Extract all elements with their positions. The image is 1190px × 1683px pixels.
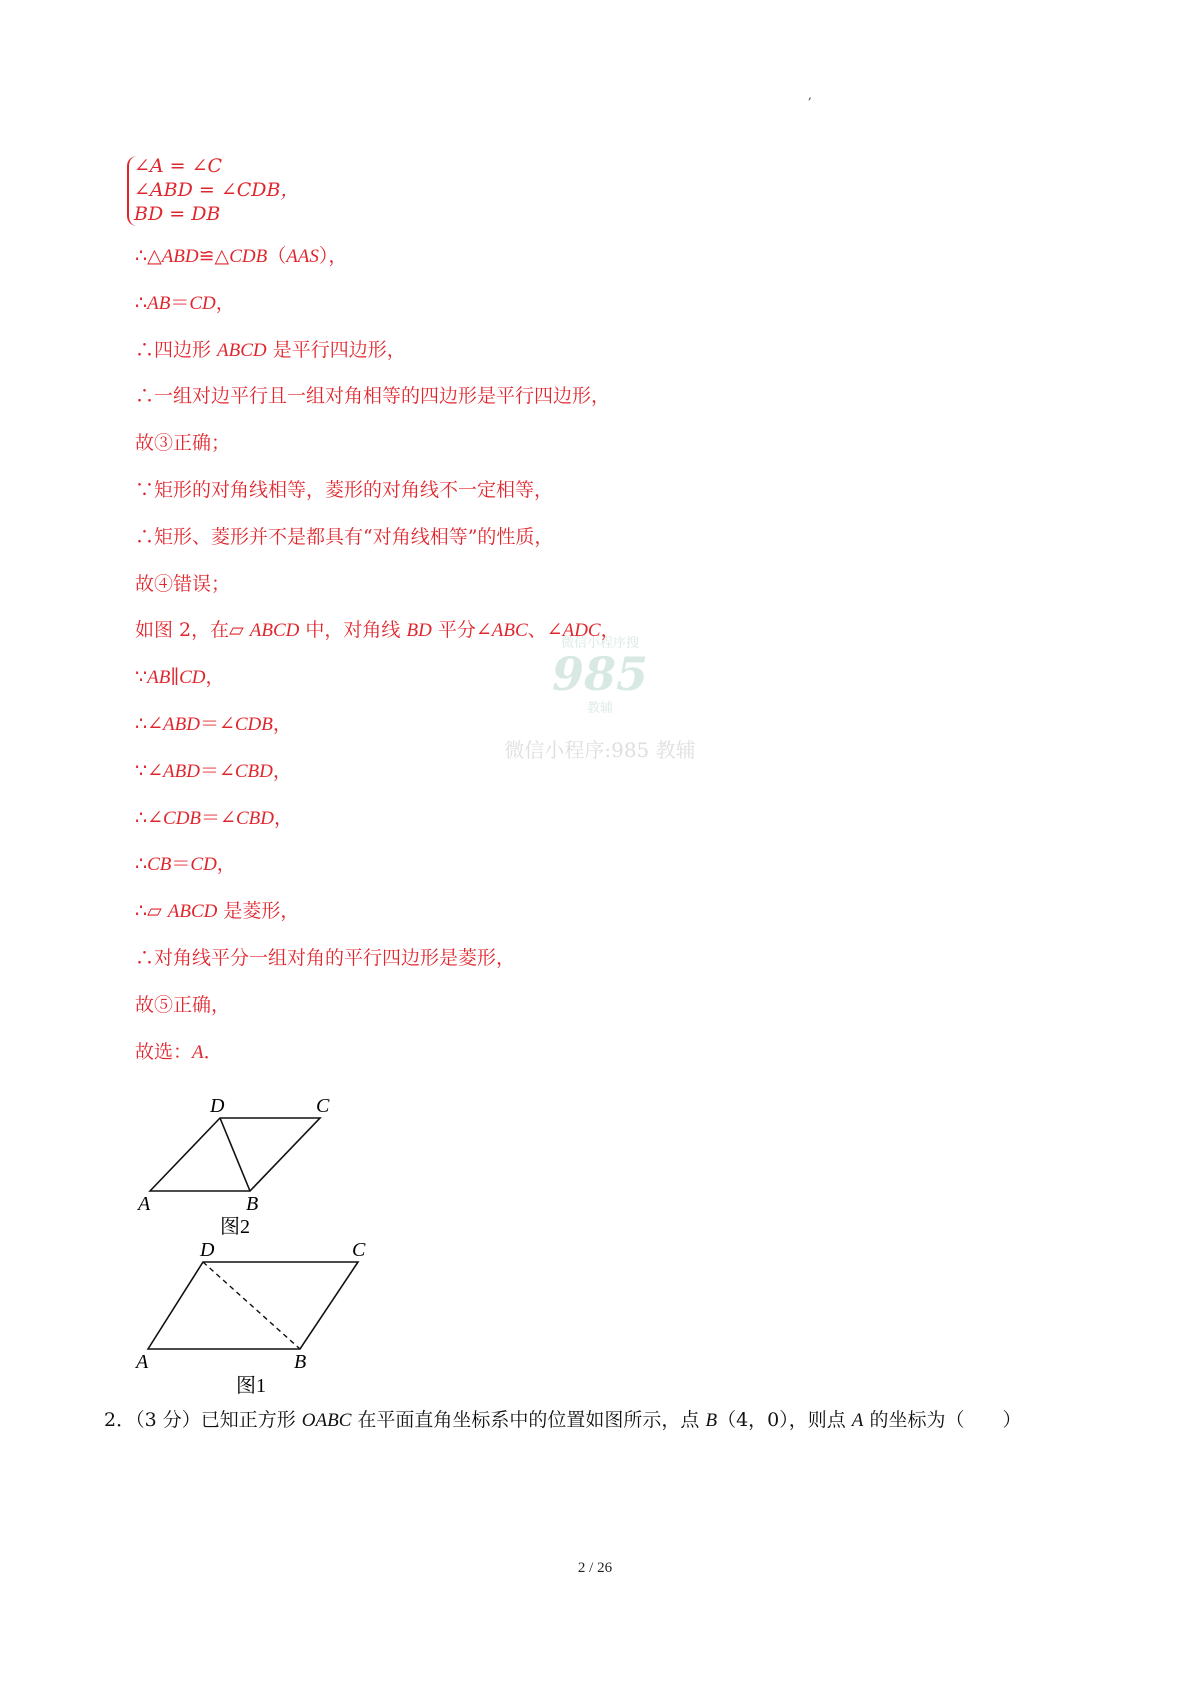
solution-line [135,431,620,478]
text-segment: ∴∠ [135,806,164,829]
solution-line [135,852,620,899]
solution-lines [135,244,620,1086]
label-c: C [316,1098,330,1117]
text-segment: 2．（3 分）已知正方形 [104,1409,302,1431]
label-a: A [138,1193,151,1215]
text-segment: 平分∠ [431,619,492,642]
text-segment: ∴四边形 [135,338,218,361]
text-segment: ＝∠ [199,712,235,735]
math-variable: A [192,1041,204,1063]
text-segment: 如图 2，在▱ [135,619,250,642]
math-variable: A [851,1410,864,1431]
math-variable: AB [147,667,171,689]
text-segment: ）， [318,245,348,267]
solution-line [135,338,620,385]
math-variable: ABD [163,713,200,735]
math-variable: OABC [301,1410,352,1431]
text-segment: ∴ [135,853,148,876]
solution-line [135,618,620,665]
label-b: B [294,1351,307,1373]
math-variable: B [705,1410,718,1431]
math-variable: ABCD [249,620,300,642]
equation-line: BD = DB [134,203,221,225]
solution-line [135,478,620,525]
text-segment: （ [267,245,287,267]
text-segment: ＝ [171,853,191,876]
math-variable: CD [189,292,216,314]
text-segment: ， [273,806,293,829]
solution-line [135,946,620,993]
text-segment: ， [215,291,235,314]
text-segment: ∵矩形的对角线相等，菱形的对角线不一定相等， [135,478,554,501]
math-variable: AAS [286,246,319,267]
watermark-bottom: 微信小程序:985 教辅 [504,738,696,762]
solution-line [135,244,620,291]
figure-1 [130,1242,380,1402]
text-segment: 在平面直角坐标系中的位置如图所示，点 [351,1409,706,1431]
figure-caption: 图1 [236,1375,266,1397]
text-segment: 是平行四边形， [266,338,406,361]
text-segment: ∴矩形、菱形并不是都具有“对角线相等”的性质， [135,525,554,548]
solution-line [135,525,620,572]
text-segment: ∴对角线平分一组对角的平行四边形是菱形， [135,946,516,969]
text-segment: ∴▱ [135,900,168,923]
question-2 [104,1405,1021,1432]
figure-2 [130,1098,360,1238]
solution-line [135,806,620,853]
solution-line [135,993,620,1040]
solution-line [135,291,620,338]
solution-line [135,572,620,619]
math-variable: ABD [161,246,199,267]
text-segment: 故选： [135,1040,193,1063]
equation-system [134,154,300,226]
math-variable: CD [190,854,217,876]
label-d: D [200,1242,215,1261]
watermark-number: 985 [551,647,649,701]
text-segment: 、∠ [527,619,563,642]
text-segment: 故⑤正确， [135,993,231,1016]
math-variable: AB [147,292,171,314]
text-segment: ． [203,1040,223,1063]
figure-caption: 图2 [220,1216,250,1238]
math-variable: ABD [163,760,200,782]
label-b: B [246,1193,259,1215]
text-segment: ∴△ [135,245,162,267]
watermark-sub: 教辅 [586,701,613,716]
math-variable: CDB [229,246,268,267]
text-segment: （4，0），则点 [717,1409,852,1431]
math-variable: ABC [491,620,528,642]
stray-mark: , [808,88,812,102]
page-number: 2 / 26 [577,1560,613,1576]
text-segment: ∵ [135,666,148,689]
text-segment: ， [272,759,292,782]
text-segment: ∥ [170,666,180,689]
brace-icon [127,156,137,226]
solution-line [135,665,620,712]
math-variable: ABCD [167,901,218,923]
math-variable: CBD [235,807,274,829]
text-segment: ∵∠ [135,759,164,782]
text-segment: ， [205,666,225,689]
math-variable: ABCD [217,339,267,361]
solution-line [135,712,620,759]
solution-line [135,1040,620,1087]
solution-line [135,899,620,946]
math-variable: BD [406,620,432,642]
text-segment: 故③正确； [135,432,231,455]
math-variable: CD [179,667,206,689]
text-segment: ， [216,853,236,876]
solution-line [135,384,620,431]
text-segment: ≌△ [198,245,230,267]
text-segment: ， [272,712,292,735]
text-segment: 故④错误； [135,572,231,595]
equation-line: ∠A = ∠C [134,155,223,177]
label-c: C [352,1242,366,1261]
math-variable: CDB [234,713,273,735]
text-segment: ， [600,619,620,642]
text-segment: ＝ [170,291,190,314]
text-segment: 中，对角线 [299,619,407,642]
text-segment: ∴ [135,291,148,314]
text-segment: 是菱形， [217,900,300,923]
math-variable: CBD [234,760,273,782]
equation-line: ∠ABD = ∠CDB， [134,179,300,201]
label-d: D [210,1098,225,1117]
math-variable: CB [147,854,172,876]
math-variable: CDB [163,807,202,829]
text-segment: ∴一组对边平行且一组对角相等的四边形是平行四边形， [135,385,611,408]
watermark-top: 微信小程序搜 [560,636,639,651]
text-segment: 的坐标为（ ） [863,1409,1022,1431]
text-segment: ∴∠ [135,712,164,735]
text-segment: ＝∠ [199,759,235,782]
solution-line [135,759,620,806]
text-segment: ＝∠ [201,806,236,829]
label-a: A [136,1351,149,1373]
math-variable: ADC [562,620,601,642]
